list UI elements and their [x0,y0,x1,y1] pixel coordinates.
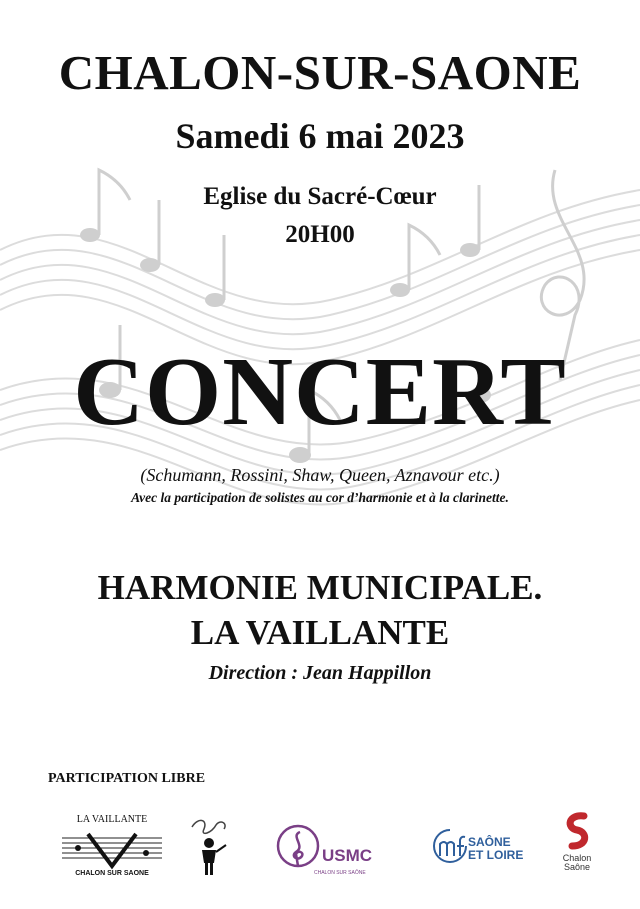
conductor-silhouette-icon [186,815,232,877]
usmc-logo [276,822,372,878]
city-title: CHALON-SUR-SAONE [58,45,582,100]
saone-et-loire-logo-text [468,836,523,862]
chalon-line2: Saône [563,862,591,872]
soloists-note: Avec la participation de solistes au cor d’harmonie et à la clarinette. [131,490,509,505]
usmc-logo-text: USMC [322,846,373,865]
venue: Eglise du Sacré-Cœur [203,183,437,210]
chalon-line1: Chalon [562,853,592,863]
ensemble-name-line2: LA VAILLANTE [190,613,450,652]
treble-clef-icon [276,822,320,872]
usmc-logo-subtitle: CHALON SUR SAÔNE [314,870,366,876]
ensemble-name-line1: HARMONIE MUNICIPALE. [97,568,543,607]
headline: CONCERT [73,338,567,446]
event-time: 20H00 [285,221,355,248]
saone-et-loire-line2: ET LOIRE [468,848,524,862]
la-vaillante-logo-title: LA VAILLANTE [76,814,148,825]
chalon-swirl-icon [560,810,594,854]
la-vaillante-logo-subtitle: CHALON SUR SAONE [75,870,149,877]
saone-et-loire-line1: SAÔNE [468,835,511,849]
entry-note: PARTICIPATION LIBRE [48,771,206,786]
conductor: Direction : Jean Happillon [208,662,432,684]
event-date: Samedi 6 mai 2023 [175,116,465,156]
composers-list: (Schumann, Rossini, Shaw, Queen, Aznavour etc.) [140,465,500,485]
conductor-monogram-logo [186,815,232,877]
mf-mark-icon [432,826,468,866]
chalon-sur-saone-logo [560,810,594,880]
la-vaillante-logo [58,814,166,884]
saone-et-loire-logo [432,826,532,870]
chalon-sur-saone-logo-text [560,854,594,872]
